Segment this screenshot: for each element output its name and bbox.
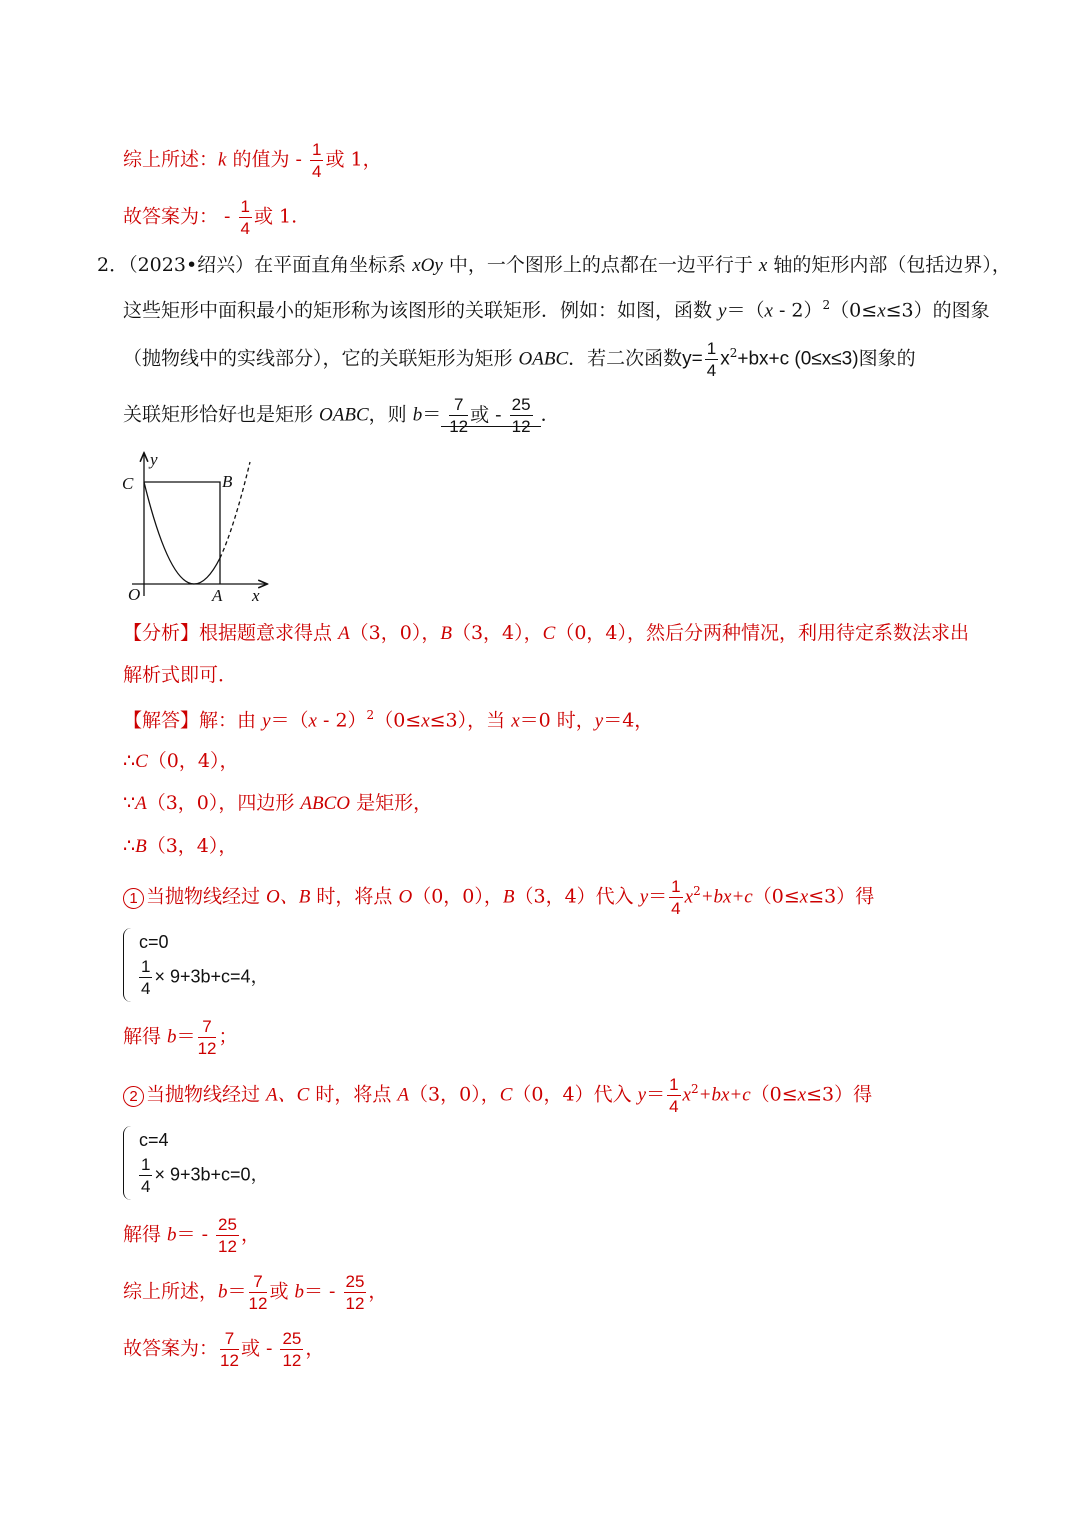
summary-line: 综上所述，b＝ $\frac{7}{12}$ 或 b＝ - $\frac{25}{12}$ ， xyxy=(123,1272,388,1313)
fraction: $\frac{1}{4}$ xyxy=(669,1075,679,1116)
solution-line-1: 【解答】解：由 y＝（x - 2）$^2$（0≤x≤3），当 x＝0 时，y＝4， xyxy=(123,708,654,732)
label-x: x xyxy=(252,586,260,605)
analysis-line-2: 解析式即可． xyxy=(123,664,238,686)
circled-number: 1 xyxy=(123,888,144,909)
problem-line-3: （抛物线中的实线部分），它的关联矩形为矩形 OABC．若二次函数y= $\frac{1}{4}$ $x^2+bx+c$ (0≤x≤3)图象的 xyxy=(123,339,916,380)
fraction: $\frac{1}{4}$ xyxy=(141,957,151,998)
circled-number: 2 xyxy=(123,1086,144,1107)
prev-answer: 故答案为： - $\frac{1}{4}$ 或 1. xyxy=(123,197,298,238)
rectangle-oabc xyxy=(144,482,220,584)
brace xyxy=(123,928,132,1002)
fraction: $\frac{7}{12}$ xyxy=(197,1017,217,1058)
fraction: $\frac{1}{4}$ xyxy=(240,197,250,238)
fraction: $\frac{7}{12}$ xyxy=(220,1329,239,1370)
problem-line-2: 这些矩形中面积最小的矩形称为该图形的关联矩形．例如：如图，函数 y＝（x - 2）$^2$（0≤x≤3）的图象 xyxy=(123,298,990,322)
label-y: y xyxy=(150,450,158,469)
label-B: B xyxy=(222,472,233,491)
label-A: A xyxy=(212,586,223,605)
label-O: O xyxy=(128,585,141,604)
fraction: $\frac{25}{12}$ xyxy=(511,395,531,436)
final-answer-line: 故答案为： $\frac{7}{12}$ 或 - $\frac{25}{12}$ ， xyxy=(123,1329,325,1370)
problem-line-1: 2．（2023•绍兴）在平面直角坐标系 xOy 中，一个图形上的点都在一边平行于 x 轴的矩形内部（包括边界）， xyxy=(97,254,1011,276)
fraction: $\frac{25}{12}$ xyxy=(218,1215,237,1256)
fraction: $\frac{1}{4}$ xyxy=(312,140,322,181)
case-2-line: 2 当抛物线经过 A、C 时，将点 A（3，0），C（0，4）代入 y＝ $\frac{1}{4}$ $x^2+bx+c(0\le x\le 3)$得 xyxy=(123,1076,872,1115)
fraction: $\frac{1}{4}$ xyxy=(671,877,681,918)
answer-blank: $\frac{7}{12}$ 或 - $\frac{25}{12}$ xyxy=(441,404,540,427)
parabola-figure xyxy=(118,448,278,606)
fraction: $\frac{1}{4}$ xyxy=(141,1155,151,1196)
result-2: 解得 b＝ - $\frac{25}{12}$ ， xyxy=(123,1215,260,1256)
fraction: $\frac{7}{12}$ xyxy=(248,1272,268,1313)
fraction: $\frac{1}{4}$ xyxy=(706,339,717,380)
fraction: $\frac{7}{12}$ xyxy=(449,395,469,436)
prev-summary: 综上所述：k 的值为 - $\frac{1}{4}$ 或 1， xyxy=(123,140,382,181)
fraction: $\frac{25}{12}$ xyxy=(345,1272,365,1313)
fraction: $\frac{25}{12}$ xyxy=(282,1329,302,1370)
analysis-line-1: 【分析】根据题意求得点 A（3，0），B（3，4），C（0，4），然后分两种情况，利用待定系数法求出 xyxy=(123,622,970,644)
solution-line-4: ∴B（3，4）， xyxy=(123,835,238,857)
brace xyxy=(123,1126,132,1200)
parabola-solid xyxy=(144,482,220,584)
solution-line-2: ∴C（0，4）， xyxy=(123,750,239,772)
case-1-line: 1 当抛物线经过 O、B 时，将点 O（0，0），B（3，4）代入 y＝ $\frac{1}{4}$ $x^2+bx+c(0\le x\le 3)$得 xyxy=(123,878,874,917)
problem-line-4: 关联矩形恰好也是矩形 OABC，则 b＝ $\frac{7}{12}$ 或 - $\frac{25}{12}$ ． xyxy=(123,395,560,436)
label-C: C xyxy=(122,474,134,493)
solution-line-3: ∵A（3，0），四边形 ABCO 是矩形， xyxy=(123,792,433,814)
result-1: 解得 b＝ $\frac{7}{12}$ ； xyxy=(123,1017,238,1058)
